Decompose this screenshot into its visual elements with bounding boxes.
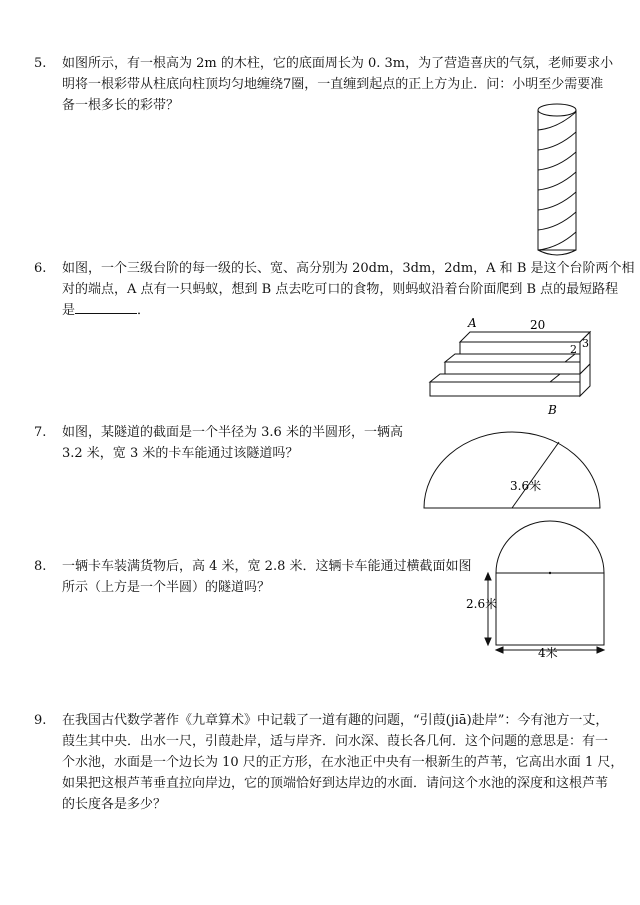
question-text [62, 556, 471, 598]
label-a: A [468, 316, 477, 330]
question-text-line: 3.2 米，宽 3 米的卡车能通过该隧道吗？ [62, 446, 299, 461]
question-text-line: 是 [62, 303, 76, 318]
question-text-line: 备一根多长的彩带？ [62, 98, 180, 113]
answer-blank[interactable] [75, 301, 137, 314]
question-text [62, 710, 623, 815]
question-5 [34, 53, 613, 116]
width-label: 4米 [538, 646, 558, 660]
height-label: 2.6米 [466, 597, 498, 611]
pillar-top-ellipse [538, 104, 576, 116]
question-number: 5. [34, 56, 47, 71]
question-text-line: 如图，某隧道的截面是一个半径为 3.6 米的半圆形，一辆高 [62, 425, 403, 440]
question-text [62, 258, 635, 321]
label-length: 20 [530, 318, 546, 332]
label-width: 3 [582, 337, 589, 350]
question-text-line: 的长度各是多少？ [62, 797, 167, 812]
question-text-line: 个水池，水面是一个边长为 10 尺的正方形，在水池正中央有一根新生的芦苇，它高出水面 1 尺， [62, 755, 624, 770]
question-8 [34, 556, 471, 598]
question-text-line: 对的端点，A 点有一只蚂蚁，想到 B 点去吃可口的食物，则蚂蚁沿着台阶面爬到 B 点的最短路程 [62, 282, 619, 297]
question-text-line: 如图，一个三级台阶的每一级的长、宽、高分别为 20dm，3dm，2dm，A 和 B 是这个台阶两个相 [62, 261, 635, 276]
question-number: 9. [34, 713, 47, 728]
question-text-line: 一辆卡车装满货物后，高 4 米，宽 2.8 米．这辆卡车能通过横截面如图 [62, 559, 472, 574]
question-text-line: 所示（上方是一个半圆）的隧道吗？ [62, 580, 271, 595]
arch-tunnel-figure [460, 520, 610, 660]
question-text-line: 葭生其中央．出水一尺，引葭赴岸，适与岸齐．问水深、葭长各几何．这个问题的意思是：有一 [62, 734, 609, 749]
question-number: 8. [34, 559, 47, 574]
question-text-line: 如果把这根芦苇垂直拉向岸边，它的顶端恰好到达岸边的水面．请问这个水池的深度和这根芦苇 [62, 776, 609, 791]
question-text [62, 422, 403, 464]
wrapped-pillar-figure [528, 100, 588, 265]
label-height: 2 [570, 343, 577, 356]
label-b: B [548, 403, 557, 417]
staircase-figure [420, 314, 610, 420]
question-number: 6. [34, 261, 47, 276]
question-text-line: 在我国古代数学著作《九章算术》中记载了一道有趣的问题，“引葭(jiā)赴岸”：今有池方一丈， [62, 713, 609, 728]
radius-label: 3.6米 [510, 479, 542, 493]
question-6 [34, 258, 635, 321]
question-9 [34, 710, 623, 815]
question-text-line: 如图所示，有一根高为 2m 的木柱，它的底面周长为 0. 3m，为了营造喜庆的气氛，老师要求小 [62, 56, 614, 71]
question-7 [34, 422, 403, 464]
question-number: 7. [34, 425, 47, 440]
center-dot [549, 572, 551, 574]
semicircle-tunnel-figure [414, 424, 610, 514]
question-text-line: 明将一根彩带从柱底向柱顶均匀地缠绕7圈，一直缠到起点的正上方为止．问：小明至少需要准 [62, 77, 604, 92]
line-end-punct: ． [137, 303, 151, 318]
